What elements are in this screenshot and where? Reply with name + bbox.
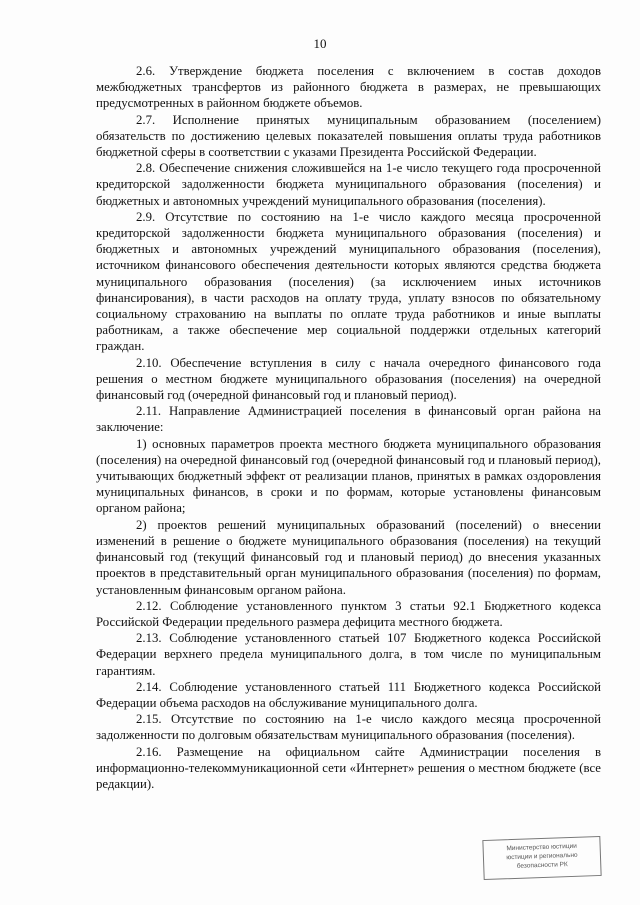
paragraph-2-8: 2.8. Обеспечение снижения сложившейся на 1-е число текущего года просроченной кредиторской задолженности бюджета муниципального образования (поселения) и бюджетных и автономных учреждений муниципального образования (поселения).: [96, 161, 601, 208]
paragraph-2-7: 2.7. Исполнение принятых муниципальным образованием (поселением) обязательств по достижению целевых показателей повышения оплаты труда работников бюджетной сферы в соответствии с указами Президента Российской Федерации.: [96, 112, 601, 160]
paragraph-2-14: 2.14. Соблюдение установленного статьей 111 Бюджетного кодекса Российской Федерации объема расходов на обслуживание муниципального долга.: [96, 679, 601, 710]
stamp-line-1: Министерство юстиции: [506, 842, 577, 853]
paragraph-2-13: 2.13. Соблюдение установленного статьей 107 Бюджетного кодекса Российской Федерации верхнего предела муниципального долга, в том числе по муниципальным гарантиям.: [96, 631, 601, 678]
paragraph-2-11-item-1: 1) основных параметров проекта местного бюджета муниципального образования (поселения) на очередной финансовый год (очередной финансовый год и плановый период), учитывающих бюджетный эффект от реализации планов, принятых в рамках оздоровления муниципальных финансов, в сроки и по формам, которые установлены финансовым органом района;: [96, 436, 601, 516]
paragraph-2-11-item-2: 2) проектов решений муниципальных образований (поселений) о внесении изменений в решение о бюджете муниципального образования (поселения) на текущий финансовый год (текущий финансовый год и плановый период) до внесения указанных проектов в представительный орган муниципального образования (поселения) по формам, установленным финансовым органом района.: [96, 517, 601, 597]
stamp-line-2: юстиции и регионально: [506, 851, 578, 862]
registration-stamp: [482, 836, 601, 880]
document-body: [96, 63, 601, 792]
paragraph-2-11: 2.11. Направление Администрацией поселения в финансовый орган района на заключение:: [96, 404, 601, 435]
paragraph-2-10: 2.10. Обеспечение вступления в силу с начала очередного финансового года решения о местном бюджете муниципального образования (поселения) на очередной финансовый год (очередной финансовый год и плановый период).: [96, 355, 601, 403]
paragraph-2-9: 2.9. Отсутствие по состоянию на 1-е число каждого месяца просроченной кредиторской задолженности бюджета муниципального образования (поселения) и бюджетных и автономных учреждений муниципального образования (поселения), источником финансового обеспечения деятельности которых являются средства бюджета муниципального образования (поселения) (за исключением иных источников финансирования), в части расходов на оплату труда, уплату взносов по обязательному социальному страхованию на выплаты по оплате труда работников и иные выплаты работникам, а также обеспечение мер социальной поддержки отдельных категорий граждан.: [96, 209, 601, 354]
paragraph-2-6: 2.6. Утверждение бюджета поселения с включением в состав доходов межбюджетных трансфертов из районного бюджета в размерах, не превышающих предусмотренных в районном бюджете объемов.: [96, 64, 601, 111]
paragraph-2-16: 2.16. Размещение на официальном сайте Администрации поселения в информационно-телекоммуникационной сети «Интернет» решения о местном бюджете (все редакции).: [96, 744, 601, 791]
paragraph-2-15: 2.15. Отсутствие по состоянию на 1-е число каждого месяца просроченной задолженности по долговым обязательствам муниципального образования (поселения).: [96, 712, 601, 743]
stamp-line-3: безопасности РК: [516, 861, 568, 870]
paragraph-2-12: 2.12. Соблюдение установленного пунктом 3 статьи 92.1 Бюджетного кодекса Российской Федерации предельного размера дефицита местного бюджета.: [96, 598, 601, 629]
page-number: 10: [313, 36, 327, 51]
